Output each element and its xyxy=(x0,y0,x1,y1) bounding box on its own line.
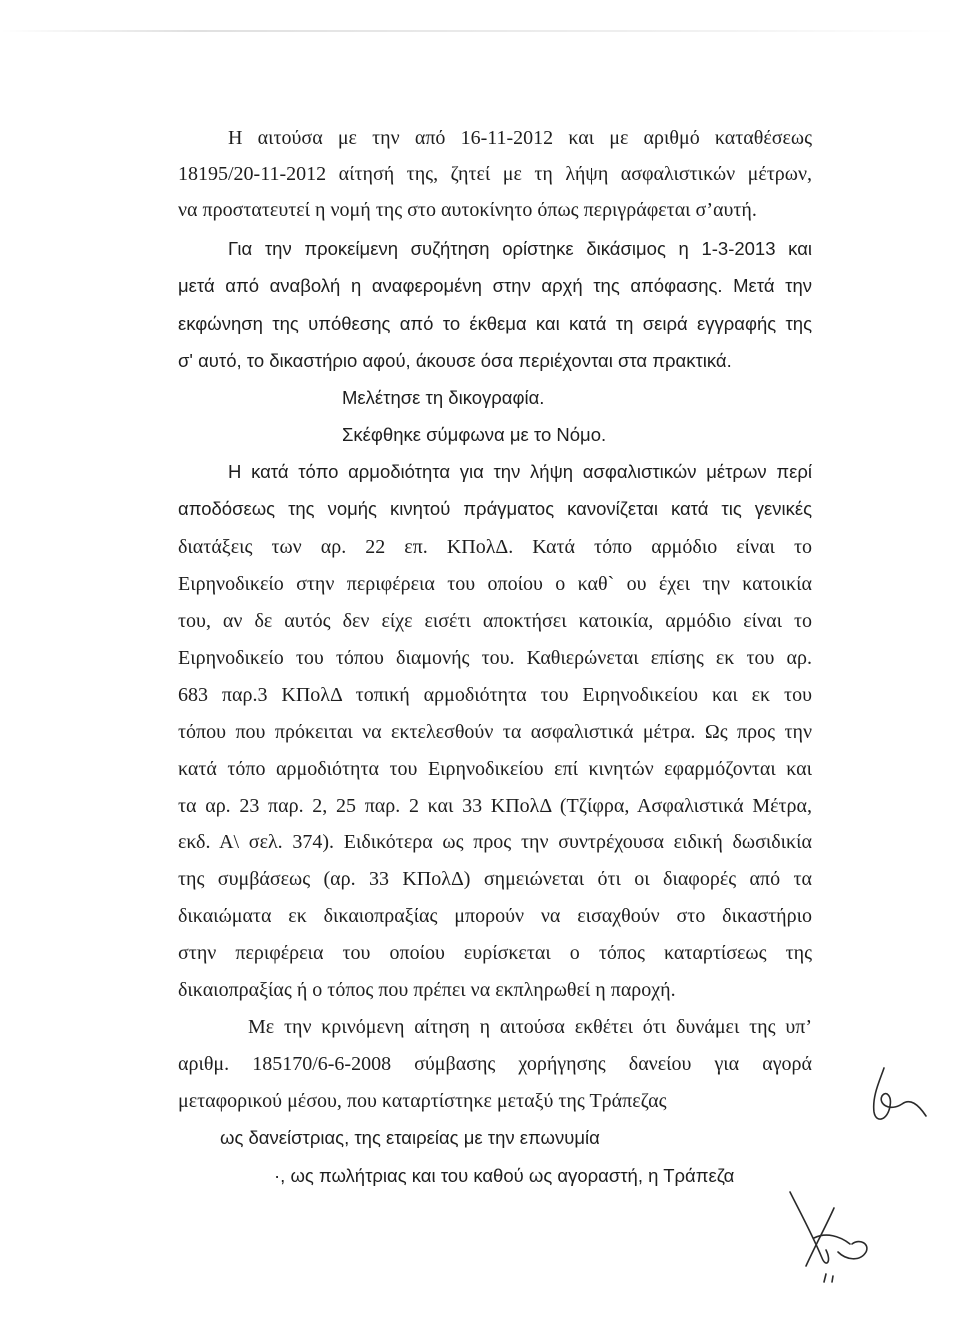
text-line: δικαιώματα εκ δικαιοπραξίας μπορούν να εισαχθούν στο δικαστήριο xyxy=(178,905,812,927)
text-line: ·, ως πωλήτριας και του καθού ως αγοραστή, η Τράπεζα xyxy=(274,1165,735,1186)
text-line: κατά τόπο αρμοδιότητα του Ειρηνοδικείου επί κινητών εφαρμόζονται και xyxy=(178,758,812,780)
text-line: στην περιφέρεια του οποίου ευρίσκεται ο τόπος καταρτίσεως της xyxy=(178,942,812,964)
text-line: Μελέτησε τη δικογραφία. xyxy=(342,387,545,408)
scan-edge-line xyxy=(0,30,960,32)
text-line: Ειρηνοδικείο στην περιφέρεια του οποίου ο καθ` ου έχει την κατοικία xyxy=(178,573,812,595)
text-line: αποδόσεως της νομής κινητού πράγματος κανονίζεται κατά τις γενικές xyxy=(178,498,812,519)
text-line: Με την κρινόμενη αίτηση η αιτούσα εκθέτει ότι δυνάμει της υπ’ xyxy=(248,1016,812,1038)
text-line: ως δανείστριας, της εταιρείας με την επωνυμία xyxy=(220,1127,600,1148)
text-line: εκφώνηση της υπόθεσης από το έκθεμα και κατά τη σειρά εγγραφής της xyxy=(178,313,812,334)
text-line: τα αρ. 23 παρ. 2, 25 παρ. 2 και 33 ΚΠολΔ (Τζίφρα, Ασφαλιστικά Μέτρα, xyxy=(178,795,812,817)
text-line: μεταφορικού μέσου, που καταρτίστηκε μεταξύ της Τράπεζας xyxy=(178,1090,667,1112)
text-line: Ειρηνοδικείο του τόπου διαμονής του. Καθιερώνεται επίσης εκ του αρ. xyxy=(178,647,812,669)
text-line: δικαιοπραξίας ή ο τόπος που πρέπει να εκπληρωθεί η παροχή. xyxy=(178,979,676,1001)
text-line: μετά από αναβολή η αναφερομένη στην αρχή της απόφασης. Μετά την xyxy=(178,275,812,296)
initials-signature-top xyxy=(862,1060,932,1140)
initials-signature-bottom xyxy=(776,1178,886,1288)
text-line: Για την προκείμενη συζήτηση ορίστηκε δικάσιμος η 1-3-2013 και xyxy=(228,238,812,259)
text-line: Σκέφθηκε σύμφωνα με το Νόμο. xyxy=(342,424,607,445)
text-line: αριθμ. 185170/6-6-2008 σύμβασης χορήγησης δανείου για αγορά xyxy=(178,1053,812,1075)
text-line: του, αν δε αυτός δεν είχε εισέτι αποκτήσει κατοικία, αρμόδιο είναι το xyxy=(178,610,812,632)
text-line: διατάξεις των αρ. 22 επ. ΚΠολΔ. Κατά τόπο αρμόδιο είναι το xyxy=(178,536,812,558)
text-line: εκδ. Α\ σελ. 374). Ειδικότερα ως προς την συντρέχουσα ειδική δωσιδικία xyxy=(178,831,812,853)
text-line: σ' αυτό, το δικαστήριο αφού, άκουσε όσα περιέχονται στα πρακτικά. xyxy=(178,350,732,371)
text-line: 683 παρ.3 ΚΠολΔ τοπική αρμοδιότητα του Ειρηνοδικείου και εκ του xyxy=(178,684,812,706)
text-line: τόπου που πρόκειται να εκτελεσθούν τα ασφαλιστικά μέτρα. Ως προς την xyxy=(178,721,812,743)
text-line: της συμβάσεως (αρ. 33 ΚΠολΔ) σημειώνεται ότι οι διαφορές από τα xyxy=(178,868,812,890)
text-line: Η αιτούσα με την από 16-11-2012 και με αριθμό καταθέσεως xyxy=(228,127,812,149)
text-line: να προστατευτεί η νομή της στο αυτοκίνητο όπως περιγράφεται σ’αυτή. xyxy=(178,199,757,221)
text-line: Η κατά τόπο αρμοδιότητα για την λήψη ασφαλιστικών μέτρων περί xyxy=(228,461,812,482)
text-line: 18195/20-11-2012 αίτησή της, ζητεί με τη λήψη ασφαλιστικών μέτρων, xyxy=(178,163,812,185)
